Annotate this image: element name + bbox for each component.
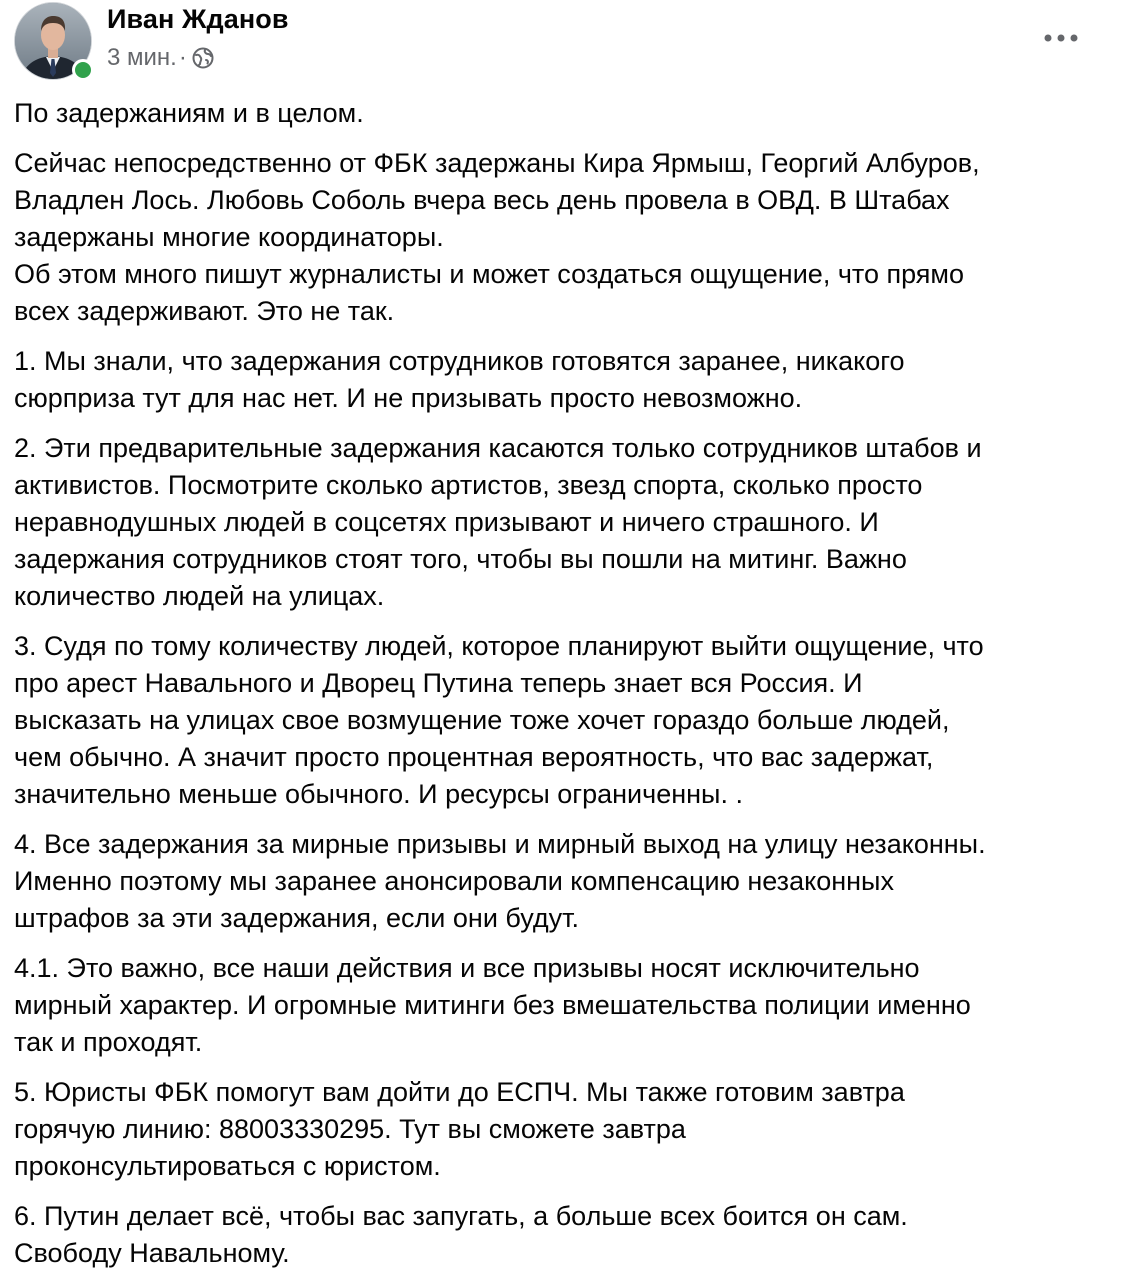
post-paragraph: 6. Путин делает всё, чтобы вас запугать, а больше всех боится он сам. Свободу Навальному. — [14, 1201, 908, 1268]
post-header — [14, 0, 1109, 90]
post-paragraph: 4.1. Это важно, все наши действия и все призывы носят исключительно мирный характер. И огромные митинги без вмешательства полиции именно так и проходят. — [14, 953, 971, 1057]
post-paragraph: 2. Эти предварительные задержания касаются только сотрудников штабов и активистов. Посмотрите сколько артистов, звезд спорта, сколько просто неравнодушных людей в соцсетях призывают и ничего страшного. И задержания сотрудников стоят того, чтобы вы пошли на митинг. Важно количество людей на улицах. — [14, 433, 982, 611]
post-body — [14, 95, 1109, 1285]
post-paragraph: Сейчас непосредственно от ФБК задержаны Кира Ярмыш, Георгий Албуров, Владлен Лось. Любовь Соболь вчера весь день провела в ОВД. В Штабах задержаны многие координаторы. Об этом много пишут журналисты и может создаться ощущение, что прямо всех задерживают. Это не так. — [14, 148, 980, 326]
post-paragraph: 3. Судя по тому количеству людей, которое планируют выйти ощущение, что про арест Навального и Дворец Путина теперь знает вся Россия. И высказать на улицах свое возмущение тоже хочет гораздо больше людей, чем обычно. А значит просто процентная вероятность, что вас задержат, значительно меньше обычного. И ресурсы ограниченны. . — [14, 631, 984, 809]
post-meta — [107, 44, 214, 72]
globe-icon[interactable] — [192, 47, 214, 69]
meta-separator: · — [178, 44, 187, 71]
post-paragraph: 4. Все задержания за мирные призывы и мирный выход на улицу незаконны. Именно поэтому мы заранее анонсировали компенсацию незаконных штрафов за эти задержания, если они будут. — [14, 829, 986, 933]
post-paragraph: 1. Мы знали, что задержания сотрудников готовятся заранее, никакого сюрприза тут для нас нет. И не призывать просто невозможно. — [14, 346, 905, 413]
more-options-button[interactable] — [1041, 24, 1081, 52]
more-options-icon — [1044, 34, 1078, 42]
post-paragraph: 5. Юристы ФБК помогут вам дойти до ЕСПЧ. Мы также готовим завтра горячую линию: 88003330295. Тут вы сможете завтра проконсультироваться с юристом. — [14, 1077, 905, 1181]
author-name[interactable]: Иван Жданов — [107, 4, 289, 34]
post-timestamp[interactable]: 3 мин. — [107, 44, 177, 71]
post-paragraph: По задержаниям и в целом. — [14, 98, 364, 128]
online-status-indicator — [72, 59, 94, 81]
author-avatar[interactable] — [14, 2, 92, 80]
